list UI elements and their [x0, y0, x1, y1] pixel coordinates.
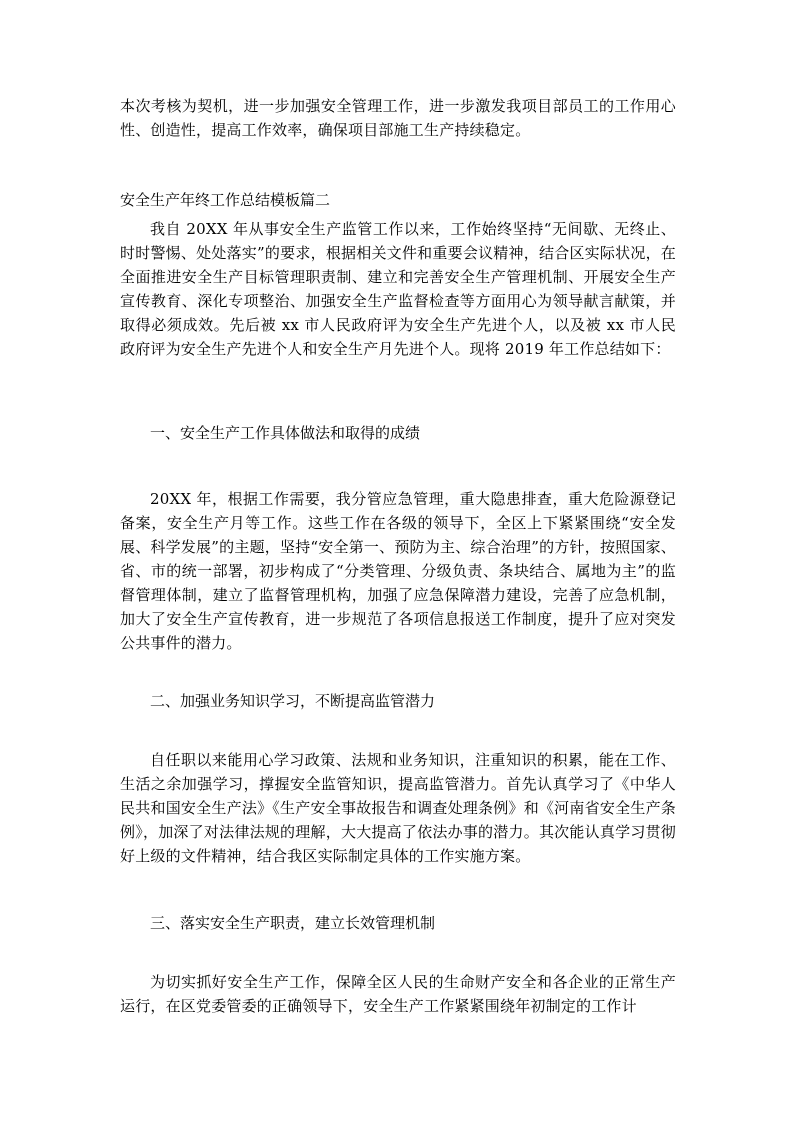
paragraph-learning: 自任职以来能用心学习政策、法规和业务知识，注重知识的积累，能在工作、生活之余加强学习，撑握安全监管知识，提高监管潜力。首先认真学习了《中华人民共和国安全生产法》《生产安全事故报告和调查处理条例》和《河南省安全生产条例》，加深了对法律法规的理解，大大提高了依法办事的潜力。其次能认真学习贯彻好上级的文件精神，结合我区实际制定具体的工作实施方案。 [120, 751, 676, 865]
intro-paragraph: 本次考核为契机，进一步加强安全管理工作，进一步激发我项目部员工的工作用心性、创造性，提高工作效率，确保项目部施工生产持续稳定。 [120, 97, 676, 139]
paragraph-responsibility: 为切实抓好安全生产工作，保障全区人民的生命财产安全和各企业的正常生产运行，在区党委管委的正确领导下，安全生产工作紧紧围绕年初制定的工作计 [120, 973, 676, 1015]
heading-responsibility: 三、落实安全生产职责，建立长效管理机制 [150, 914, 436, 932]
heading-learning: 二、加强业务知识学习，不断提高监管潜力 [150, 692, 436, 710]
paragraph-experience: 我自 20XX 年从事安全生产监管工作以来，工作始终坚持“无间歇、无终止、时时警惕、处处落实”的要求，根据相关文件和重要会议精神，结合区实际状况，在全面推进安全生产目标管理职责制、建立和完善安全生产管理机制、开展安全生产宣传教育、深化专项整治、加强安全生产监督检查等方面用心为领导献言献策，并取得必须成效。先后被 xx 市人民政府评为安全生产先进个人，以及被 xx 市人民政府评为安全生产先进个人和安全生产月先进个人。现将 2019 年工作总结如下： [120, 220, 676, 358]
heading-achievements: 一、安全生产工作具体做法和取得的成绩 [150, 424, 421, 442]
section-title: 安全生产年终工作总结模板篇二 [120, 191, 331, 209]
paragraph-emergency-management: 20XX 年，根据工作需要，我分管应急管理，重大隐患排查，重大危险源登记备案，安全生产月等工作。这些工作在各级的领导下，全区上下紧紧围绕“安全发展、科学发展”的主题，坚持“安全第一、预防为主、综合治理”的方针，按照国家、省、市的统一部署，初步构成了“分类管理、分级负责、条块结合、属地为主”的监督管理体制，建立了监督管理机构，加强了应急保障潜力建设，完善了应急机制，加大了安全生产宣传教育，进一步规范了各项信息报送工作制度，提升了应对突发公共事件的潜力。 [120, 490, 676, 652]
